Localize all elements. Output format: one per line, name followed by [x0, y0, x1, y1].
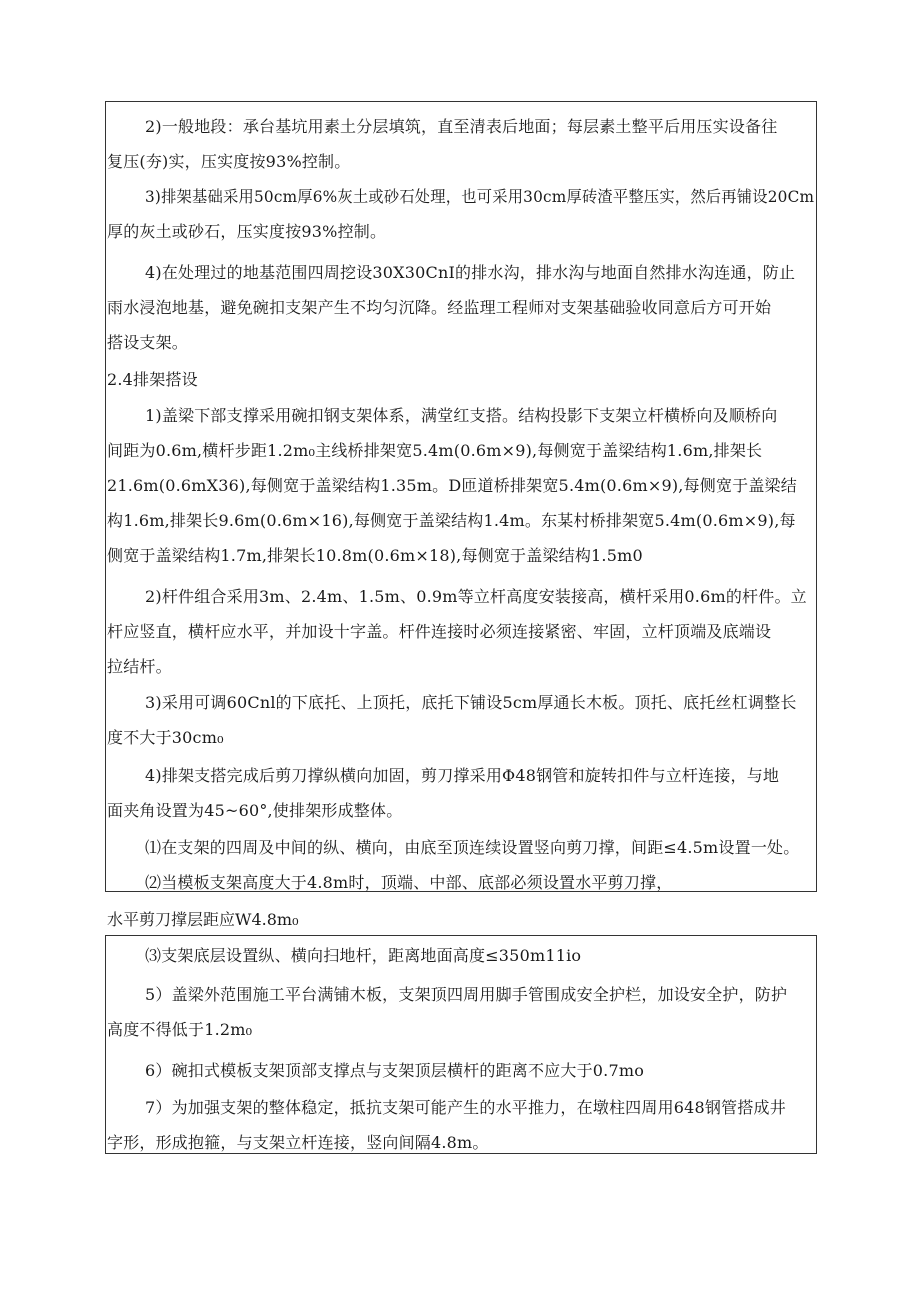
para-a4-item-3: ⑶支架底层设置纵、横向扫地杆，距离地面高度≤350m11io — [145, 946, 582, 965]
para-a1-line-2: 间距为0.6m,横杆步距1.2m₀主线桥排架宽5.4m(0.6m×9),每侧宽于盖梁结构1.6m,排架长 — [107, 441, 763, 460]
between-box-text: 水平剪刀撑层距应W4.8m₀ — [107, 910, 299, 929]
para-a2-line-2: 杆应竖直，横杆应水平，并加设十字盖。杆件连接时必须连接紧密、牢固，立杆顶端及底端设 — [107, 622, 772, 641]
para-3-line-2: 厚的灰土或砂石，压实度按93%控制。 — [107, 222, 387, 241]
para-a2-line-1: 2)杆件组合采用3m、2.4m、1.5m、0.9m等立杆高度安装接高，横杆采用0.6m的杆件。立 — [145, 587, 807, 606]
para-a5-line-2: 高度不得低于1.2m₀ — [107, 1020, 253, 1039]
para-a4-item-2: ⑵当模板支架高度大于4.8m时，顶端、中部、底部必须设置水平剪刀撑， — [145, 873, 673, 892]
para-a7-line-2: 字形，形成抱箍，与支架立杆连接，竖向间隔4.8m。 — [107, 1133, 489, 1152]
para-a4-item-1: ⑴在支架的四周及中间的纵、横向，由底至顶连续设置竖向剪刀撑，间距≤4.5m设置一处。 — [145, 838, 800, 857]
para-a1-line-5: 侧宽于盖梁结构1.7m,排架长10.8m(0.6m×18),每侧宽于盖梁结构1.5m0 — [107, 546, 643, 565]
para-a3-line-1: 3)采用可调60Cnl的下底托、上顶托，底托下铺设5cm厚通长木板。顶托、底托丝杠调整长 — [145, 693, 797, 712]
para-4-line-1: 4)在处理过的地基范围四周挖设30X30CnI的排水沟，排水沟与地面自然排水沟连通，防止 — [145, 263, 796, 282]
para-a6-line-1: 6）碗扣式模板支架顶部支撑点与支架顶层横杆的距离不应大于0.7mo — [145, 1061, 645, 1080]
para-4-line-3: 搭设支架。 — [107, 333, 189, 352]
para-a5-line-1: 5）盖梁外范围施工平台满铺木板，支架顶四周用脚手管围成安全护栏，加设安全护，防护 — [145, 985, 788, 1004]
para-a7-line-1: 7）为加强支架的整体稳定，抵抗支架可能产生的水平推力，在墩柱四周用648钢管搭成井 — [145, 1098, 786, 1117]
para-a1-line-3: 21.6m(0.6mX36),每侧宽于盖梁结构1.35m。D匝道桥排架宽5.4m(0.6m×9),每侧宽于盖梁结 — [107, 476, 797, 495]
para-a3-line-2: 度不大于30cm₀ — [107, 728, 224, 747]
para-a2-line-3: 拉结杆。 — [107, 657, 172, 676]
para-4-line-2: 雨水浸泡地基，避免碗扣支架产生不均匀沉降。经监理工程师对支架基础验收同意后方可开始 — [107, 298, 772, 317]
para-a1-line-1: 1)盖梁下部支撑采用碗扣钢支架体系，满堂红支搭。结构投影下支架立杆横桥向及顺桥向 — [145, 406, 778, 425]
content-box-lower — [105, 935, 817, 1154]
section-heading: 2.4排架搭设 — [107, 370, 198, 389]
para-a4-line-2: 面夹角设置为45~60°,使排架形成整体。 — [107, 801, 403, 820]
para-3-line-1: 3)排架基础采用50cm厚6%灰土或砂石处理，也可采用30cm厚砖渣平整压实，然后再铺设20Cm — [145, 187, 815, 206]
para-2-line-1: 2)一般地段：承台基坑用素土分层填筑，直至清表后地面；每层素土整平后用压实设备往 — [145, 117, 778, 136]
para-2-line-2: 复压(夯)实，压实度按93%控制。 — [107, 152, 351, 171]
para-a4-line-1: 4)排架支搭完成后剪刀撑纵横向加固，剪刀撑采用Φ48钢管和旋转扣件与立杆连接，与地 — [145, 766, 780, 785]
para-a1-line-4: 构1.6m,排架长9.6m(0.6m×16),每侧宽于盖梁结构1.4m。东某村桥排架宽5.4m(0.6m×9),每 — [107, 511, 796, 530]
